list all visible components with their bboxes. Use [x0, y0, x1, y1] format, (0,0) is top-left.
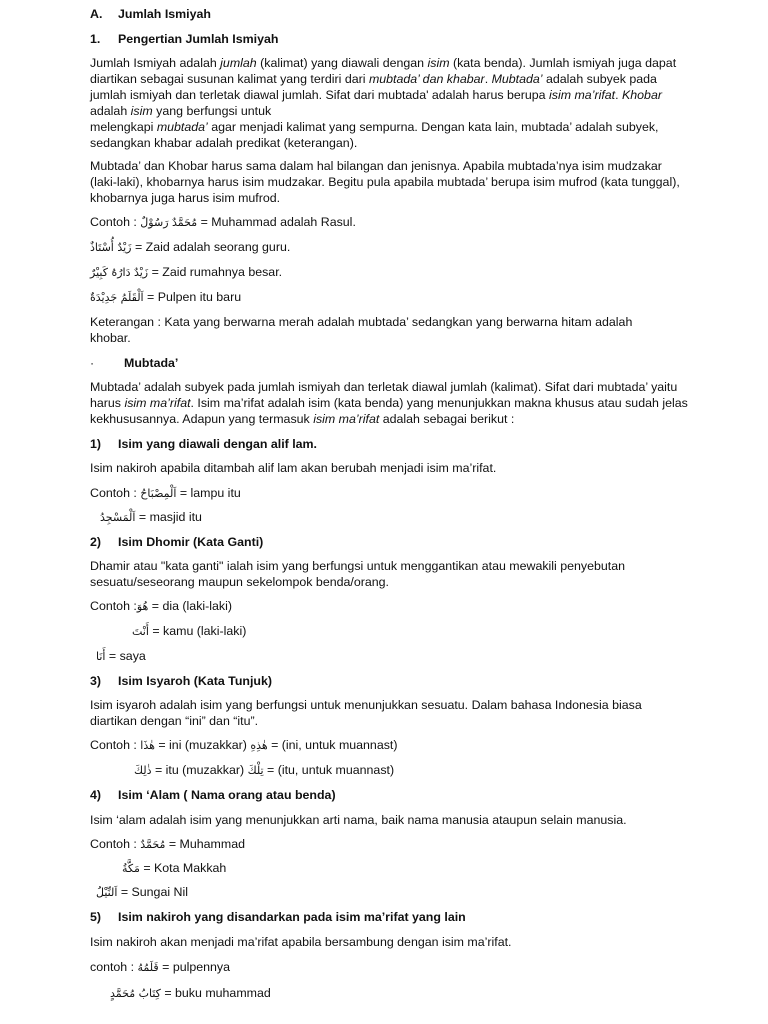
arabic-text: أَنَا	[96, 650, 106, 663]
heading-number: A.	[90, 7, 103, 21]
subsection-number: 3)	[90, 674, 102, 688]
example-prefix: Contoh :	[90, 215, 141, 229]
example-meaning: = Zaid adalah seorang guru.	[131, 240, 291, 254]
arabic-text: اَلنِّيْلُ	[96, 886, 118, 899]
arabic-text: اَلْمِصْبَاحُ	[140, 487, 177, 500]
arabic-text: قَلَمُهُ	[137, 961, 159, 974]
arabic-text: هٰذَا	[140, 739, 155, 752]
example-meaning: = Zaid rumahnya besar.	[148, 265, 283, 279]
example-meaning: = lampu itu	[176, 486, 241, 500]
example-meaning: = ini (muzakkar)	[154, 738, 251, 752]
italic-term: jumlah	[220, 56, 257, 70]
subsection-heading-3	[90, 673, 690, 689]
example-line	[90, 598, 690, 615]
subsection-heading-4	[90, 787, 690, 803]
example-line	[96, 648, 696, 665]
subsection-text: Isim nakiroh apabila ditambah alif lam akan berubah menjadi isim ma’rifat.	[90, 461, 497, 475]
italic-term: isim ma’rifat	[549, 88, 616, 102]
paragraph-mubtada	[90, 379, 690, 427]
example-line	[90, 737, 690, 754]
arabic-text: مَكَّةُ	[122, 862, 140, 875]
example-meaning: = dia (laki-laki)	[148, 599, 232, 613]
heading-title: Jumlah Ismiyah	[118, 7, 211, 21]
paragraph-definition	[90, 55, 680, 151]
example-meaning: = Muhammad adalah Rasul.	[197, 215, 356, 229]
text: (kalimat) yang diawali dengan	[256, 56, 428, 70]
arabic-text: أَنْتَ	[132, 625, 149, 638]
bullet-mark: ·	[90, 356, 95, 370]
example-meaning: = pulpennya	[158, 960, 231, 974]
example-meaning: = Pulpen itu baru	[143, 290, 242, 304]
subsection-heading-5	[90, 909, 690, 925]
example-line	[134, 762, 734, 779]
example-line	[90, 836, 690, 853]
arabic-text: مُحَمَّدٌ رَسُوْلٌ	[140, 216, 198, 229]
example-prefix: Contoh :	[90, 599, 137, 613]
subsection-text: Isim ‘alam adalah isim yang menunjukkan arti nama, baik nama manusia ataupun selain manusia.	[90, 813, 627, 827]
example-prefix: Contoh :	[90, 837, 141, 851]
text: yang berfungsi untuk	[152, 104, 272, 118]
subsection-text: Isim isyaroh adalah isim yang berfungsi untuk menunjukkan sesuatu. Dalam bahasa Indonesia biasa diartikan dengan “ini” dan “itu”.	[90, 698, 642, 728]
italic-term: mubtada’ dan khabar	[368, 72, 485, 86]
example-meaning: = buku muhammad	[160, 986, 271, 1000]
subsection-text: Isim nakiroh akan menjadi ma’rifat apabila bersambung dengan isim ma’rifat.	[90, 935, 512, 949]
text: adalah subyek pada jumlah ismiyah dan terletak diawal jumlah. Sifat dari mubtada' adalah harus berupa	[90, 72, 657, 102]
subsection-title: Isim nakiroh yang disandarkan pada isim ma’rifat yang lain	[118, 910, 466, 924]
subsection-title: Isim Dhomir (Kata Ganti)	[118, 535, 264, 549]
subsection-heading-1	[90, 436, 690, 452]
example-line	[90, 214, 690, 231]
section-heading-a	[90, 6, 690, 22]
italic-term: Khobar	[622, 88, 662, 102]
bullet-heading	[90, 355, 690, 371]
arabic-text: تِلْكَ	[247, 764, 264, 777]
text: . Isim ma’rifat adalah isim (kata benda) yang menunjukkan makna khusus atau sudah jelas kekhususannya. Adapun yang termasuk	[90, 396, 688, 426]
arabic-text: زَيْدٌ دَارُهُ كَبِيْرٌ	[90, 266, 149, 279]
subsection-number: 1)	[90, 437, 102, 451]
text: .	[484, 72, 492, 86]
subsection-number: 2)	[90, 535, 102, 549]
bullet-title: Mubtada’	[124, 356, 179, 370]
arabic-text: هُوَ	[136, 600, 149, 613]
italic-term: isim ma’rifat	[124, 396, 191, 410]
example-meaning: = saya	[105, 649, 146, 663]
italic-term: isim	[427, 56, 450, 70]
arabic-text: اَلْمَسْجِدُ	[100, 511, 136, 524]
text: Mubtada’ adalah subyek pada jumlah ismiyah dan terletak diawal jumlah (kalimat). Sifat dari mubtada’ yaitu harus	[90, 380, 678, 410]
example-meaning: = (itu, untuk muannast)	[263, 763, 395, 777]
arabic-text: هٰذِهِ	[250, 739, 268, 752]
note-keterangan: Keterangan : Kata yang berwarna merah adalah mubtada’ sedangkan yang berwarna hitam adalah khobar.	[90, 315, 633, 345]
example-line	[100, 509, 700, 526]
example-meaning: = masjid itu	[135, 510, 202, 524]
text: (kata benda). Jumlah ismiyah juga dapat diartikan sebagai susunan kalimat yang terdiri dari	[90, 56, 677, 86]
subsection-heading-2	[90, 534, 690, 550]
example-line	[90, 239, 690, 256]
example-prefix: contoh :	[90, 960, 138, 974]
paragraph-agreement: Mubtada’ dan Khobar harus sama dalam hal bilangan dan jenisnya. Apabila mubtada’nya isim mudzakar (laki-laki), khobarnya harus isim mudzakar. Begitu pula apabila mubtada’ berupa isim mufrod (kata tunggal), khobarnya juga harus isim mufrod.	[90, 159, 680, 205]
example-meaning: = Kota Makkah	[139, 861, 227, 875]
arabic-text: زَيْدٌ أُسْتَاذٌ	[90, 241, 132, 254]
text: Jumlah Ismiyah adalah	[90, 56, 221, 70]
heading-title: Pengertian Jumlah Ismiyah	[118, 32, 279, 46]
italic-term: isim ma’rifat	[313, 412, 380, 426]
arabic-text: ذٰلِكَ	[134, 764, 152, 777]
example-line	[90, 485, 690, 502]
example-meaning: = Sungai Nil	[117, 885, 188, 899]
subsection-title: Isim ‘Alam ( Nama orang atau benda)	[118, 788, 336, 802]
section-heading-1	[90, 31, 690, 47]
text: adalah sebagai berikut :	[379, 412, 515, 426]
italic-term: isim	[130, 104, 153, 118]
example-meaning: = (ini, untuk muannast)	[267, 738, 398, 752]
subsection-title: Isim yang diawali dengan alif lam.	[118, 437, 317, 451]
arabic-text: اَلْقَلَمُ جَدِيْدَةٌ	[90, 291, 144, 304]
example-prefix: Contoh :	[90, 486, 141, 500]
text: .	[615, 88, 622, 102]
arabic-text: مُحَمَّدٌ	[140, 838, 166, 851]
arabic-text: كِتَابُ مُحَمَّدٍ	[110, 987, 161, 1000]
italic-term: Mubtada’	[491, 72, 543, 86]
text: adalah	[90, 104, 131, 118]
text: agar menjadi kalimat yang sempurna. Dengan kata lain, mubtada’ adalah subyek, sedangkan khabar adalah predikat (keterangan).	[90, 120, 659, 150]
text: melengkapi	[90, 120, 157, 134]
subsection-text: Dhamir atau "kata ganti" ialah isim yang berfungsi untuk menggantikan atau mewakili penyebutan sesuatu/seseorang maupun sekelompok benda/orang.	[90, 559, 626, 589]
example-meaning: = kamu (laki-laki)	[148, 624, 247, 638]
subsection-number: 4)	[90, 788, 102, 802]
example-prefix: Contoh :	[90, 738, 141, 752]
example-line	[132, 623, 732, 640]
heading-number: 1.	[90, 32, 101, 46]
example-line	[96, 884, 696, 901]
example-meaning: = Muhammad	[165, 837, 245, 851]
example-line	[122, 860, 722, 877]
subsection-title: Isim Isyaroh (Kata Tunjuk)	[118, 674, 272, 688]
example-meaning: = itu (muzakkar)	[151, 763, 248, 777]
example-line	[90, 264, 690, 281]
subsection-number: 5)	[90, 910, 102, 924]
example-line	[90, 289, 690, 306]
example-line	[110, 985, 710, 1002]
example-line	[90, 959, 690, 976]
italic-term: mubtada’	[156, 120, 208, 134]
